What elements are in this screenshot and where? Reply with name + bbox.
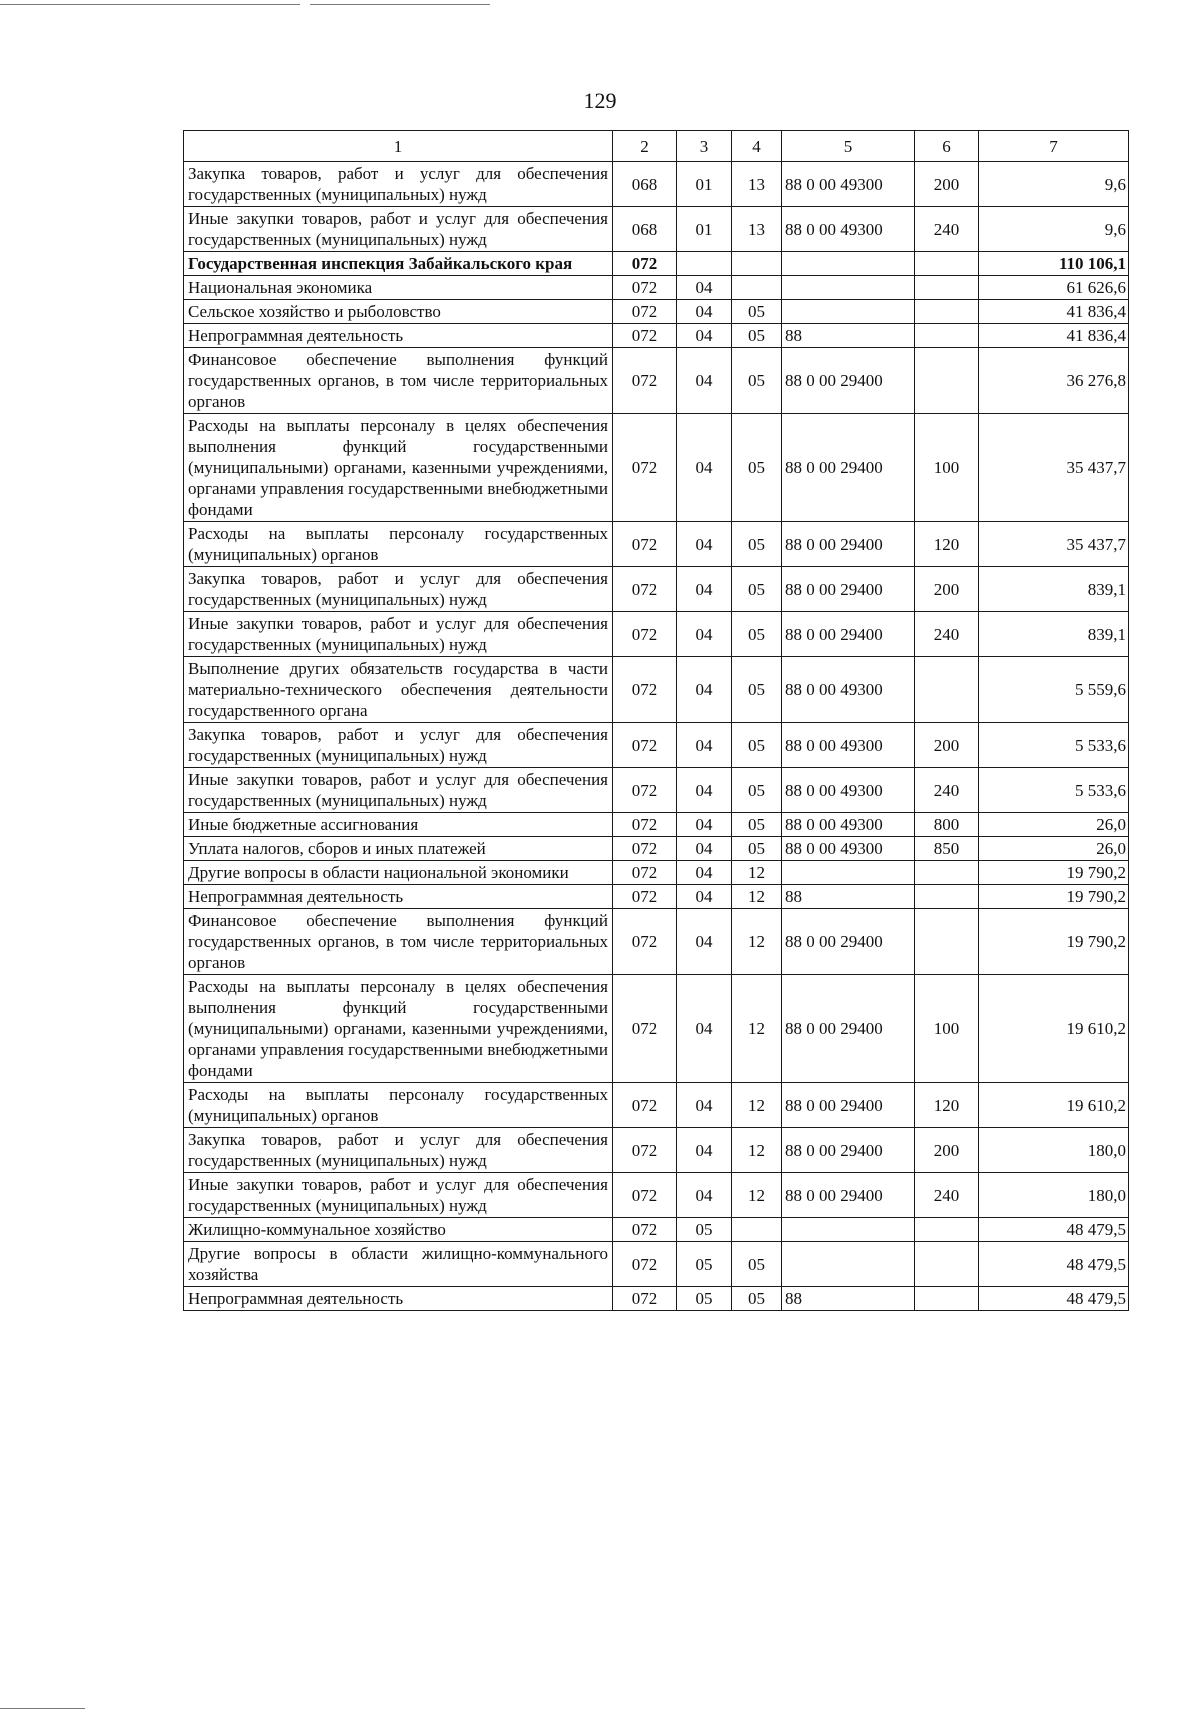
section-code-cell: 04 (677, 522, 732, 567)
table-row (184, 612, 1129, 657)
subsection-code-cell: 05 (732, 324, 782, 348)
section-code-cell: 04 (677, 612, 732, 657)
subsection-code-cell: 05 (732, 1287, 782, 1311)
column-header: 7 (979, 131, 1129, 162)
amount-cell: 19 790,2 (979, 861, 1129, 885)
amount-cell: 839,1 (979, 567, 1129, 612)
ministry-code-cell: 068 (613, 207, 677, 252)
row-name-cell: Закупка товаров, работ и услуг для обеспечения государственных (муниципальных) нужд (184, 567, 613, 612)
expense-type-cell (915, 300, 979, 324)
expense-type-cell: 120 (915, 522, 979, 567)
subsection-code-cell: 05 (732, 837, 782, 861)
section-code-cell: 05 (677, 1218, 732, 1242)
subsection-code-cell: 05 (732, 657, 782, 723)
amount-cell: 9,6 (979, 162, 1129, 207)
table-row (184, 1083, 1129, 1128)
table-body (184, 162, 1129, 1311)
ministry-code-cell: 072 (613, 885, 677, 909)
amount-cell: 19 790,2 (979, 885, 1129, 909)
table-row (184, 657, 1129, 723)
table-row (184, 837, 1129, 861)
amount-cell: 41 836,4 (979, 324, 1129, 348)
table-row (184, 162, 1129, 207)
ministry-code-cell: 068 (613, 162, 677, 207)
section-code-cell: 04 (677, 657, 732, 723)
ministry-code-cell: 072 (613, 300, 677, 324)
table-row (184, 1242, 1129, 1287)
ministry-code-cell: 072 (613, 522, 677, 567)
row-name-cell: Иные закупки товаров, работ и услуг для обеспечения государственных (муниципальных) нужд (184, 768, 613, 813)
amount-cell: 110 106,1 (979, 252, 1129, 276)
subsection-code-cell: 05 (732, 723, 782, 768)
ministry-code-cell: 072 (613, 1083, 677, 1128)
table-row (184, 207, 1129, 252)
amount-cell: 48 479,5 (979, 1218, 1129, 1242)
row-name-cell: Другие вопросы в области жилищно-коммунального хозяйства (184, 1242, 613, 1287)
target-article-cell: 88 0 00 49300 (782, 768, 915, 813)
amount-cell: 35 437,7 (979, 414, 1129, 522)
table-header-row (184, 131, 1129, 162)
ministry-code-cell: 072 (613, 723, 677, 768)
scan-artifact-top-left (0, 4, 300, 5)
target-article-cell (782, 252, 915, 276)
section-code-cell: 04 (677, 909, 732, 975)
target-article-cell: 88 0 00 29400 (782, 1128, 915, 1173)
subsection-code-cell (732, 1218, 782, 1242)
table-row (184, 975, 1129, 1083)
section-code-cell: 04 (677, 348, 732, 414)
target-article-cell (782, 1242, 915, 1287)
target-article-cell (782, 276, 915, 300)
subsection-code-cell: 12 (732, 975, 782, 1083)
expense-type-cell: 800 (915, 813, 979, 837)
row-name-cell: Непрограммная деятельность (184, 324, 613, 348)
ministry-code-cell: 072 (613, 252, 677, 276)
budget-table (183, 130, 1129, 1311)
subsection-code-cell: 05 (732, 567, 782, 612)
row-name-cell: Другие вопросы в области национальной экономики (184, 861, 613, 885)
ministry-code-cell: 072 (613, 657, 677, 723)
subsection-code-cell: 12 (732, 885, 782, 909)
row-name-cell: Финансовое обеспечение выполнения функций государственных органов, в том числе территориальных органов (184, 348, 613, 414)
expense-type-cell (915, 348, 979, 414)
table-row (184, 813, 1129, 837)
row-name-cell: Расходы на выплаты персоналу государственных (муниципальных) органов (184, 1083, 613, 1128)
ministry-code-cell: 072 (613, 1218, 677, 1242)
section-code-cell: 01 (677, 162, 732, 207)
target-article-cell: 88 0 00 29400 (782, 522, 915, 567)
section-code-cell: 04 (677, 324, 732, 348)
expense-type-cell (915, 276, 979, 300)
amount-cell: 180,0 (979, 1128, 1129, 1173)
amount-cell: 48 479,5 (979, 1287, 1129, 1311)
expense-type-cell: 240 (915, 1173, 979, 1218)
expense-type-cell: 200 (915, 1128, 979, 1173)
amount-cell: 35 437,7 (979, 522, 1129, 567)
subsection-code-cell: 12 (732, 861, 782, 885)
row-name-cell: Жилищно-коммунальное хозяйство (184, 1218, 613, 1242)
section-code-cell: 04 (677, 414, 732, 522)
expense-type-cell: 100 (915, 414, 979, 522)
row-name-cell: Закупка товаров, работ и услуг для обеспечения государственных (муниципальных) нужд (184, 1128, 613, 1173)
subsection-code-cell: 05 (732, 522, 782, 567)
subsection-code-cell: 05 (732, 1242, 782, 1287)
column-header: 3 (677, 131, 732, 162)
amount-cell: 19 610,2 (979, 1083, 1129, 1128)
section-code-cell: 04 (677, 885, 732, 909)
table-row (184, 1218, 1129, 1242)
expense-type-cell: 120 (915, 1083, 979, 1128)
subsection-code-cell: 12 (732, 1083, 782, 1128)
expense-type-cell (915, 861, 979, 885)
target-article-cell: 88 0 00 29400 (782, 348, 915, 414)
section-code-cell: 04 (677, 276, 732, 300)
ministry-code-cell: 072 (613, 567, 677, 612)
table-row (184, 861, 1129, 885)
section-code-cell (677, 252, 732, 276)
amount-cell: 26,0 (979, 813, 1129, 837)
column-header: 6 (915, 131, 979, 162)
ministry-code-cell: 072 (613, 348, 677, 414)
row-name-cell: Уплата налогов, сборов и иных платежей (184, 837, 613, 861)
scan-artifact-top-right (310, 4, 490, 5)
subsection-code-cell: 05 (732, 414, 782, 522)
table-row (184, 567, 1129, 612)
amount-cell: 5 533,6 (979, 768, 1129, 813)
ministry-code-cell: 072 (613, 612, 677, 657)
row-name-cell: Закупка товаров, работ и услуг для обеспечения государственных (муниципальных) нужд (184, 723, 613, 768)
ministry-code-cell: 072 (613, 1173, 677, 1218)
target-article-cell: 88 (782, 324, 915, 348)
row-name-cell: Национальная экономика (184, 276, 613, 300)
target-article-cell: 88 0 00 49300 (782, 657, 915, 723)
amount-cell: 5 559,6 (979, 657, 1129, 723)
table-row (184, 324, 1129, 348)
subsection-code-cell: 05 (732, 300, 782, 324)
ministry-code-cell: 072 (613, 1128, 677, 1173)
target-article-cell (782, 861, 915, 885)
table-row (184, 300, 1129, 324)
ministry-code-cell: 072 (613, 909, 677, 975)
amount-cell: 26,0 (979, 837, 1129, 861)
table-row (184, 885, 1129, 909)
ministry-code-cell: 072 (613, 1287, 677, 1311)
target-article-cell: 88 0 00 29400 (782, 1173, 915, 1218)
subsection-code-cell (732, 252, 782, 276)
ministry-code-cell: 072 (613, 813, 677, 837)
section-code-cell: 04 (677, 723, 732, 768)
table-row (184, 909, 1129, 975)
ministry-code-cell: 072 (613, 276, 677, 300)
section-code-cell: 01 (677, 207, 732, 252)
target-article-cell: 88 0 00 49300 (782, 162, 915, 207)
amount-cell: 61 626,6 (979, 276, 1129, 300)
ministry-code-cell: 072 (613, 768, 677, 813)
row-name-cell: Сельское хозяйство и рыболовство (184, 300, 613, 324)
expense-type-cell (915, 909, 979, 975)
table-row (184, 1173, 1129, 1218)
row-name-cell: Иные закупки товаров, работ и услуг для обеспечения государственных (муниципальных) нужд (184, 1173, 613, 1218)
table-row (184, 1287, 1129, 1311)
expense-type-cell (915, 252, 979, 276)
target-article-cell: 88 0 00 49300 (782, 837, 915, 861)
section-code-cell: 04 (677, 813, 732, 837)
amount-cell: 19 790,2 (979, 909, 1129, 975)
row-name-cell: Расходы на выплаты персоналу государственных (муниципальных) органов (184, 522, 613, 567)
subsection-code-cell: 13 (732, 162, 782, 207)
section-code-cell: 04 (677, 837, 732, 861)
subsection-code-cell: 05 (732, 768, 782, 813)
section-code-cell: 05 (677, 1287, 732, 1311)
expense-type-cell: 200 (915, 567, 979, 612)
target-article-cell: 88 0 00 49300 (782, 207, 915, 252)
table-row (184, 522, 1129, 567)
target-article-cell: 88 0 00 29400 (782, 1083, 915, 1128)
expense-type-cell: 850 (915, 837, 979, 861)
column-header: 1 (184, 131, 613, 162)
expense-type-cell (915, 885, 979, 909)
page-number: 129 (583, 88, 617, 113)
amount-cell: 839,1 (979, 612, 1129, 657)
target-article-cell: 88 0 00 49300 (782, 813, 915, 837)
table-row (184, 348, 1129, 414)
subsection-code-cell: 12 (732, 1173, 782, 1218)
expense-type-cell: 200 (915, 162, 979, 207)
expense-type-cell (915, 1287, 979, 1311)
section-code-cell: 04 (677, 861, 732, 885)
subsection-code-cell: 05 (732, 348, 782, 414)
section-code-cell: 04 (677, 768, 732, 813)
ministry-code-cell: 072 (613, 414, 677, 522)
target-article-cell: 88 (782, 1287, 915, 1311)
section-code-cell: 04 (677, 975, 732, 1083)
section-code-cell: 05 (677, 1242, 732, 1287)
column-header: 4 (732, 131, 782, 162)
ministry-code-cell: 072 (613, 837, 677, 861)
subsection-code-cell (732, 276, 782, 300)
target-article-cell: 88 0 00 29400 (782, 612, 915, 657)
target-article-cell (782, 300, 915, 324)
row-name-cell: Закупка товаров, работ и услуг для обеспечения государственных (муниципальных) нужд (184, 162, 613, 207)
row-name-cell: Иные закупки товаров, работ и услуг для обеспечения государственных (муниципальных) нужд (184, 612, 613, 657)
subsection-code-cell: 05 (732, 612, 782, 657)
expense-type-cell (915, 1242, 979, 1287)
subsection-code-cell: 13 (732, 207, 782, 252)
amount-cell: 180,0 (979, 1173, 1129, 1218)
table-row (184, 414, 1129, 522)
row-name-cell: Выполнение других обязательств государства в части материально-технического обеспечения деятельности государственного органа (184, 657, 613, 723)
column-header: 2 (613, 131, 677, 162)
amount-cell: 48 479,5 (979, 1242, 1129, 1287)
row-name-cell: Иные бюджетные ассигнования (184, 813, 613, 837)
table-row (184, 1128, 1129, 1173)
row-name-cell: Расходы на выплаты персоналу в целях обеспечения выполнения функций государственными (муниципальными) органами, казенными учреждениями, органами управления государственными внебюджетными фондами (184, 414, 613, 522)
expense-type-cell (915, 1218, 979, 1242)
ministry-code-cell: 072 (613, 1242, 677, 1287)
row-name-cell: Государственная инспекция Забайкальского края (184, 252, 613, 276)
target-article-cell: 88 (782, 885, 915, 909)
target-article-cell: 88 0 00 29400 (782, 567, 915, 612)
expense-type-cell: 240 (915, 612, 979, 657)
target-article-cell: 88 0 00 29400 (782, 975, 915, 1083)
target-article-cell (782, 1218, 915, 1242)
ministry-code-cell: 072 (613, 861, 677, 885)
section-code-cell: 04 (677, 1083, 732, 1128)
subsection-code-cell: 12 (732, 1128, 782, 1173)
table-row (184, 723, 1129, 768)
row-name-cell: Расходы на выплаты персоналу в целях обеспечения выполнения функций государственными (муниципальными) органами, казенными учреждениями, органами управления государственными внебюджетными фондами (184, 975, 613, 1083)
subsection-code-cell: 12 (732, 909, 782, 975)
expense-type-cell: 100 (915, 975, 979, 1083)
amount-cell: 19 610,2 (979, 975, 1129, 1083)
ministry-code-cell: 072 (613, 324, 677, 348)
scan-artifact-bottom-left (0, 1708, 85, 1709)
section-code-cell: 04 (677, 300, 732, 324)
table-row (184, 768, 1129, 813)
expense-type-cell (915, 324, 979, 348)
amount-cell: 5 533,6 (979, 723, 1129, 768)
row-name-cell: Непрограммная деятельность (184, 885, 613, 909)
row-name-cell: Финансовое обеспечение выполнения функций государственных органов, в том числе территориальных органов (184, 909, 613, 975)
amount-cell: 9,6 (979, 207, 1129, 252)
target-article-cell: 88 0 00 29400 (782, 909, 915, 975)
expense-type-cell (915, 657, 979, 723)
expense-type-cell: 240 (915, 768, 979, 813)
subsection-code-cell: 05 (732, 813, 782, 837)
amount-cell: 41 836,4 (979, 300, 1129, 324)
section-code-cell: 04 (677, 1128, 732, 1173)
row-name-cell: Непрограммная деятельность (184, 1287, 613, 1311)
section-code-cell: 04 (677, 1173, 732, 1218)
column-header: 5 (782, 131, 915, 162)
expense-type-cell: 240 (915, 207, 979, 252)
row-name-cell: Иные закупки товаров, работ и услуг для обеспечения государственных (муниципальных) нужд (184, 207, 613, 252)
ministry-code-cell: 072 (613, 975, 677, 1083)
table-row (184, 252, 1129, 276)
section-code-cell: 04 (677, 567, 732, 612)
target-article-cell: 88 0 00 49300 (782, 723, 915, 768)
table-row (184, 276, 1129, 300)
expense-type-cell: 200 (915, 723, 979, 768)
amount-cell: 36 276,8 (979, 348, 1129, 414)
target-article-cell: 88 0 00 29400 (782, 414, 915, 522)
